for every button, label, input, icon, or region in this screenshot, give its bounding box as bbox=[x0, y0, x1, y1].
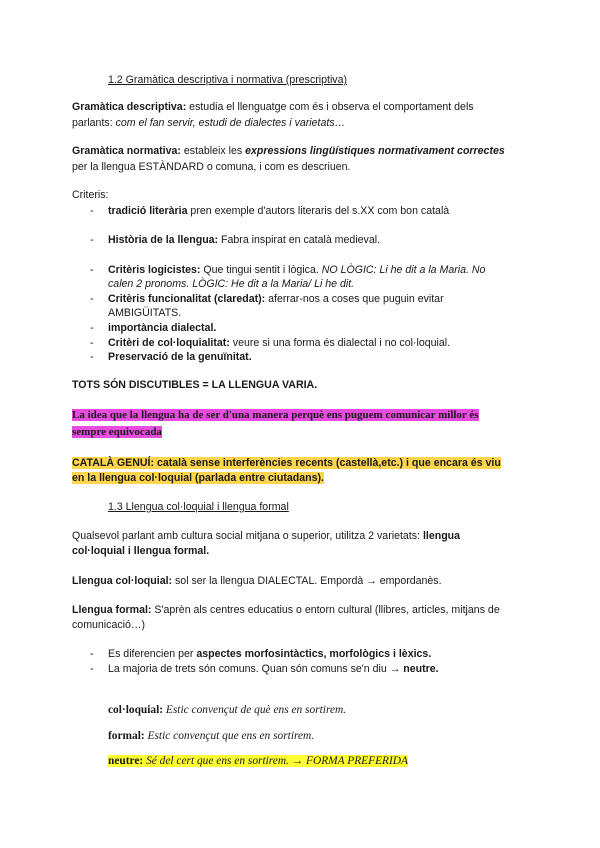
criteri-italic-cont: calen 2 pronoms. LÒGIC: He dit a la Maria/ Li he dit. bbox=[108, 278, 355, 290]
criteri-text: pren exemple d'autors literaris del s.XX com bon català bbox=[187, 205, 450, 217]
genui-term: CATALÀ GENUÍ: bbox=[72, 457, 154, 469]
example-formal bbox=[108, 729, 314, 744]
criteri-text: veure si una forma és dialectal i no col·loquial. bbox=[229, 337, 451, 349]
intro-text: Qualsevol parlant amb cultura social mitjana o superior, utilitza 2 varietats: bbox=[72, 530, 423, 542]
formal-definition-line1 bbox=[72, 603, 500, 618]
idea-highlight: La idea que la llengua ha de ser d'una manera perquè ens puguem comunicar millor és bbox=[72, 409, 479, 421]
criteri-item bbox=[108, 204, 449, 219]
criteri-item bbox=[108, 263, 485, 278]
idea-highlight: sempre equivocada bbox=[72, 426, 162, 438]
idea-line1 bbox=[72, 408, 479, 423]
criteri-item bbox=[108, 336, 450, 351]
bullet-dash: - bbox=[90, 351, 94, 363]
criteri-text: Fabra inspirat en català medieval. bbox=[218, 234, 381, 246]
descriptiva-line2 bbox=[72, 116, 345, 131]
normativa-bold-italic: expressions lingüístiques normativament correctes bbox=[245, 145, 505, 157]
intro-line1 bbox=[72, 529, 460, 544]
point-item bbox=[108, 662, 439, 677]
criteri-text: Que tingui sentit i lògica. bbox=[200, 264, 322, 276]
criteri-bold: Història de la llengua: bbox=[108, 234, 219, 246]
bullet-dash: - bbox=[90, 648, 94, 660]
descriptiva-term: Gramàtica descriptiva: bbox=[72, 101, 187, 113]
genui-highlight bbox=[72, 457, 501, 469]
colloquial-text: sol ser la llengua DIALECTAL. Empordà → empordanès. bbox=[172, 575, 442, 587]
example-text: Sé del cert que ens en sortirem. → FORMA PREFERIDA bbox=[143, 755, 408, 767]
example-label: neutre: bbox=[108, 755, 144, 767]
bullet-dash: - bbox=[90, 322, 94, 334]
bullet-dash: - bbox=[90, 234, 94, 246]
idea-line2 bbox=[72, 425, 162, 440]
descriptiva-text2: parlants: bbox=[72, 117, 116, 129]
descriptiva-line1 bbox=[72, 100, 474, 115]
criteri-cont: AMBIGÜITATS. bbox=[108, 307, 182, 319]
criteri-bold: Preservació de la genuïnitat. bbox=[108, 351, 252, 363]
point-text: La majoria de trets són comuns. Quan són comuns se'n diu → bbox=[108, 663, 404, 675]
example-colloquial bbox=[108, 703, 346, 718]
descriptiva-italic: com el fan servir, estudi de dialectes i varietats… bbox=[115, 117, 346, 129]
intro-bold: llengua bbox=[422, 530, 461, 542]
normativa-text1: estableix les bbox=[180, 145, 246, 157]
bullet-dash: - bbox=[90, 264, 94, 276]
criteris-label: Criteris: bbox=[72, 189, 109, 201]
colloquial-term: Llengua col·loquial: bbox=[72, 575, 173, 587]
descriptiva-text1: estudia el llenguatge com és i observa el comportament dels bbox=[186, 101, 474, 113]
formal-text: S'aprèn als centres educatius o entorn cultural (llibres, articles, mitjans de bbox=[151, 604, 500, 616]
colloquial-definition bbox=[72, 574, 442, 589]
genui-text: català sense interferències recents (castellà,etc.) i que encara és viu bbox=[154, 457, 501, 469]
example-text: Estic convençut de què ens en sortirem. bbox=[163, 704, 347, 716]
criteri-bold: Critèris funcionalitat (claredat): bbox=[108, 293, 266, 305]
example-text: Estic convençut que ens en sortirem. bbox=[144, 730, 315, 742]
criteri-bold: importància dialectal. bbox=[108, 322, 217, 334]
genui-line2 bbox=[72, 471, 324, 486]
normativa-term: Gramàtica normativa: bbox=[72, 145, 181, 157]
criteri-bold: tradició literària bbox=[108, 205, 188, 217]
criteri-bold: Critèri de col·loquialitat: bbox=[108, 337, 230, 349]
criteri-item bbox=[108, 350, 252, 365]
criteri-item bbox=[108, 233, 380, 248]
criteri-item bbox=[108, 321, 216, 336]
criteri-item bbox=[108, 292, 444, 307]
intro-line2: col·loquial i llengua formal. bbox=[72, 545, 210, 557]
genui-highlight: en la llengua col·loquial (parlada entre ciutadans). bbox=[72, 472, 324, 484]
criteri-bold: Critèris logicistes: bbox=[108, 264, 201, 276]
discutibles-statement: TOTS SÓN DISCUTIBLES = LA LLENGUA VARIA. bbox=[72, 379, 318, 391]
point-bold: neutre. bbox=[403, 663, 439, 675]
normativa-line2: per la llengua ESTÀNDARD o comuna, i com es descriuen. bbox=[72, 161, 351, 173]
genui-line1 bbox=[72, 456, 501, 471]
example-neutre bbox=[108, 754, 408, 769]
formal-definition-line2: comunicació…) bbox=[72, 619, 146, 631]
neutre-highlight bbox=[108, 755, 408, 767]
formal-term: Llengua formal: bbox=[72, 604, 152, 616]
section-heading-1-3: 1.3 Llengua col·loquial i llengua formal bbox=[108, 501, 289, 513]
normativa-line1 bbox=[72, 144, 505, 159]
point-text: Es diferencien per bbox=[108, 648, 197, 660]
example-label: col·loquial: bbox=[108, 704, 164, 716]
point-bold: aspectes morfosintàctics, morfològics i lèxics. bbox=[196, 648, 432, 660]
criteri-text: aferrar-nos a coses que puguin evitar bbox=[265, 293, 444, 305]
bullet-dash: - bbox=[90, 205, 94, 217]
section-heading-1-2: 1.2 Gramàtica descriptiva i normativa (prescriptiva) bbox=[108, 74, 348, 86]
bullet-dash: - bbox=[90, 293, 94, 305]
bullet-dash: - bbox=[90, 337, 94, 349]
point-item bbox=[108, 647, 431, 662]
criteri-italic: NO LÒGIC: Li he dit a la Maria. No bbox=[321, 264, 486, 276]
bullet-dash: - bbox=[90, 663, 94, 675]
example-label: formal: bbox=[108, 730, 145, 742]
